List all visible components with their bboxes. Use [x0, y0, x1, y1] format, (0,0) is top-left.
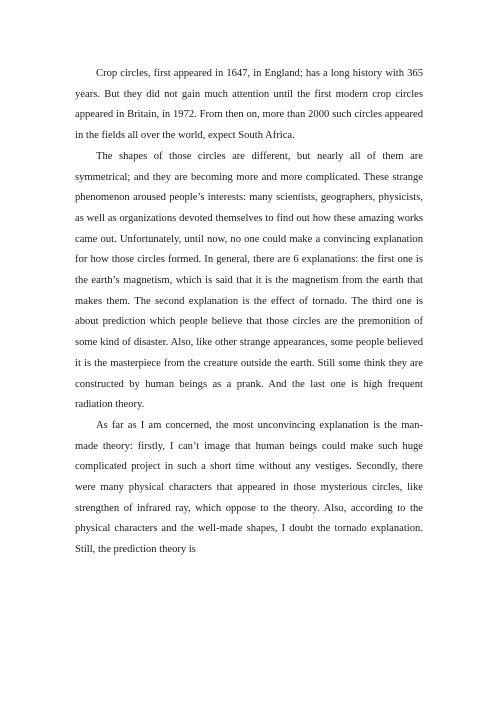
body-text	[75, 64, 423, 561]
paragraph-3: As far as I am concerned, the most unconvincing explanation is the man-made theory: firstly, I can’t image that human beings could make such huge complicated project in such a short time without any vestiges. Secondly, there were many physical characters that appeared in those mysterious circles, like strengthen of infrared ray, which oppose to the theory. Also, according to the physical characters and the well-made shapes, I doubt the tornado explanation. Still, the prediction theory is	[75, 419, 423, 556]
paragraph-2: The shapes of those circles are different, but nearly all of them are symmetrical; and they are becoming more and more complicated. These strange phenomenon aroused people’s interests: many scientists, geographers, physicists, as well as organizations devoted themselves to find out how these amazing works came out. Unfortunately, until now, no one could make a convincing explanation for how those circles formed. In general, there are 6 explanations: the first one is the earth’s magnetism, which is said that it is the magnetism from the earth that makes them. The second explanation is the effect of tornado. The third one is about prediction which people believe that those circles are the premonition of some kind of disaster. Also, like other strange appearances, some people believed it is the masterpiece from the creature outside the earth. Still some think they are constructed by human beings as a prank. And the last one is high frequent radiation theory.	[75, 150, 423, 411]
paragraph-1: Crop circles, first appeared in 1647, in England; has a long history with 365 years. But they did not gain much attention until the first modern crop circles appeared in Britain, in 1972. From then on, more than 2000 such circles appeared in the fields all over the world, expect South Africa.	[75, 68, 423, 142]
